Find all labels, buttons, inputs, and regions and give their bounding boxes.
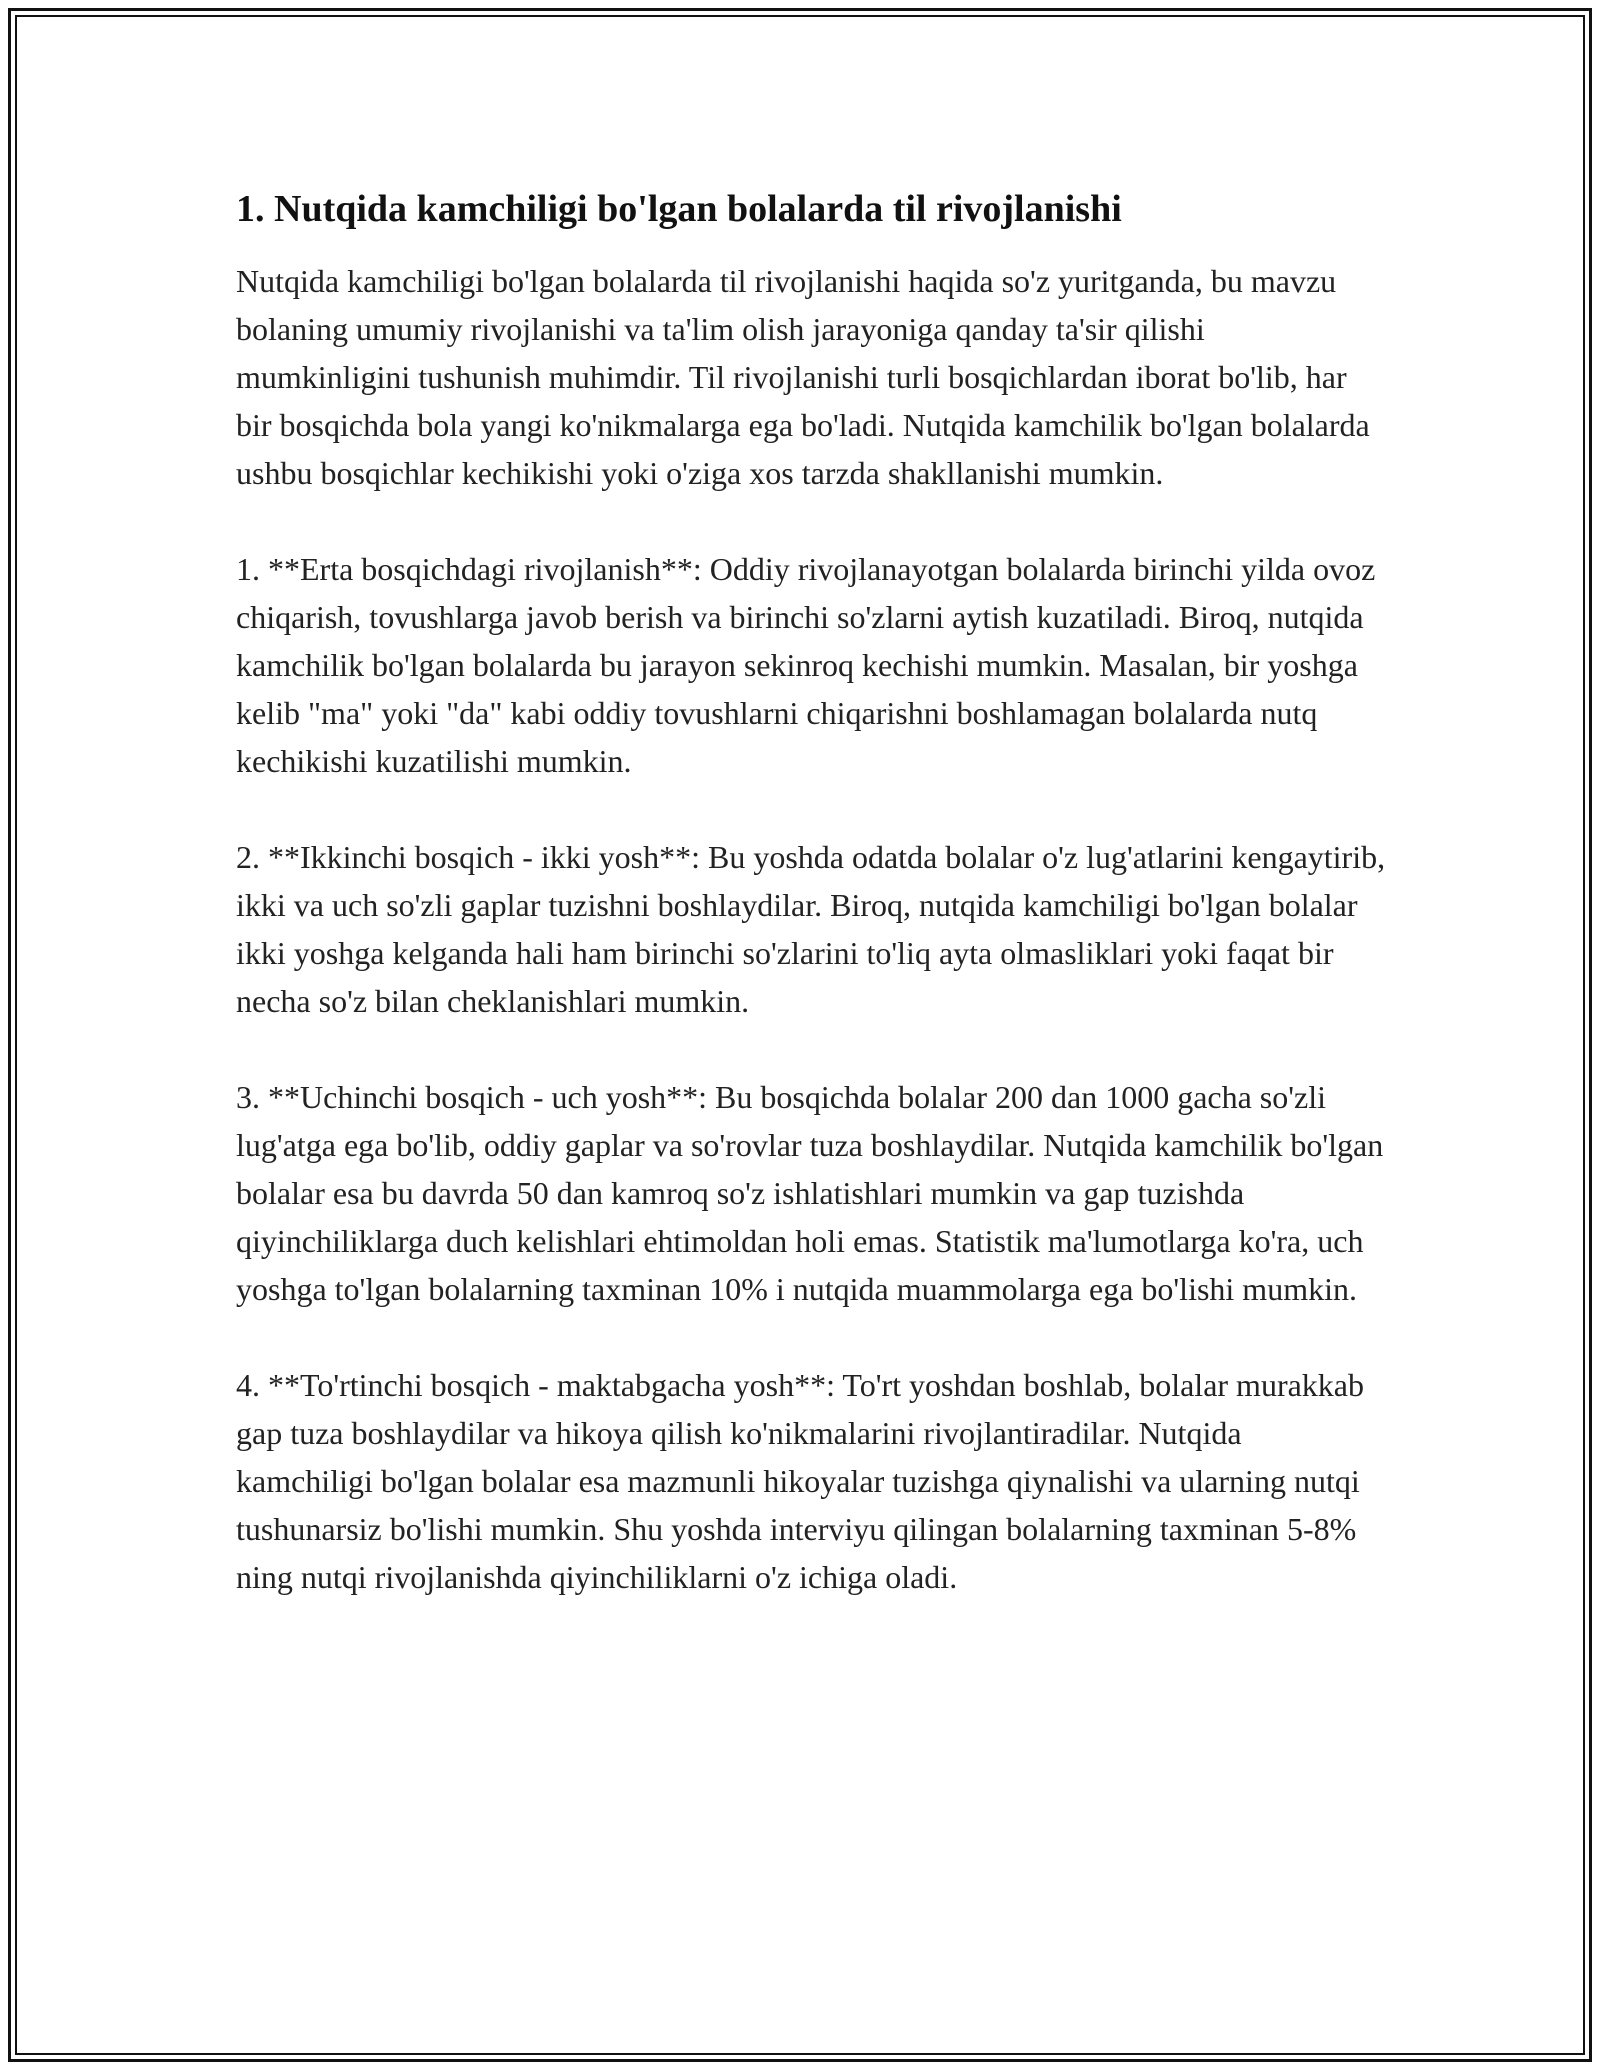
stage-3-paragraph: 3. **Uchinchi bosqich - uch yosh**: Bu bosqichda bolalar 200 dan 1000 gacha so'zli lug'atga ega bo'lib, oddiy gaplar va so'rovlar tuza boshlaydilar. Nutqida kamchilik bo'lgan bolalar esa bu davrda 50 dan kamroq so'z ishlatishlari mumkin va gap tuzishda qiyinchiliklarga duch kelishlari ehtimoldan holi emas. Statistik ma'lumotlarga ko'ra, uch yoshga to'lgan bolalarning taxminan 10% i nutqida muammolarga ega bo'lishi mumkin.	[236, 1079, 1384, 1307]
stage-1-paragraph: 1. **Erta bosqichdagi rivojlanish**: Oddiy rivojlanayotgan bolalarda birinchi yilda ovoz chiqarish, tovushlarga javob berish va birinchi so'zlarni aytish kuzatiladi. Biroq, nutqida kamchilik bo'lgan bolalarda bu jarayon sekinroq kechishi mumkin. Masalan, bir yoshga kelib "ma" yoki "da" kabi oddiy tovushlarni chiqarishni boshlamagan bolalarda nutq kechikishi kuzatilishi mumkin.	[236, 551, 1376, 779]
document-body	[236, 185, 1386, 1649]
section-title: 1. Nutqida kamchiligi bo'lgan bolalarda til rivojlanishi	[236, 188, 1122, 230]
stage-2-paragraph: 2. **Ikkinchi bosqich - ikki yosh**: Bu yoshda odatda bolalar o'z lug'atlarini kengaytirib, ikki va uch so'zli gaplar tuzishni boshlaydilar. Biroq, nutqida kamchiligi bo'lgan bolalar ikki yoshga kelganda hali ham birinchi so'zlarini to'liq ayta olmasliklari yoki faqat bir necha so'z bilan cheklanishlari mumkin.	[236, 839, 1386, 1019]
intro-paragraph: Nutqida kamchiligi bo'lgan bolalarda til rivojlanishi haqida so'z yuritganda, bu mavzu bolaning umumiy rivojlanishi va ta'lim olish jarayoniga qanday ta'sir qilishi mumkinligini tushunish muhimdir. Til rivojlanishi turli bosqichlardan iborat bo'lib, har bir bosqichda bola yangi ko'nikmalarga ega bo'ladi. Nutqida kamchilik bo'lgan bolalarda ushbu bosqichlar kechikishi yoki o'ziga xos tarzda shakllanishi mumkin.	[236, 263, 1370, 491]
stage-4-paragraph: 4. **To'rtinchi bosqich - maktabgacha yosh**: To'rt yoshdan boshlab, bolalar murakkab gap tuza boshlaydilar va hikoya qilish ko'nikmalarini rivojlantiradilar. Nutqida kamchiligi bo'lgan bolalar esa mazmunli hikoyalar tuzishga qiynalishi va ularning nutqi tushunarsiz bo'lishi mumkin. Shu yoshda interviyu qilingan bolalarning taxminan 5-8% ning nutqi rivojlanishda qiyinchiliklarni o'z ichiga oladi.	[236, 1367, 1364, 1595]
